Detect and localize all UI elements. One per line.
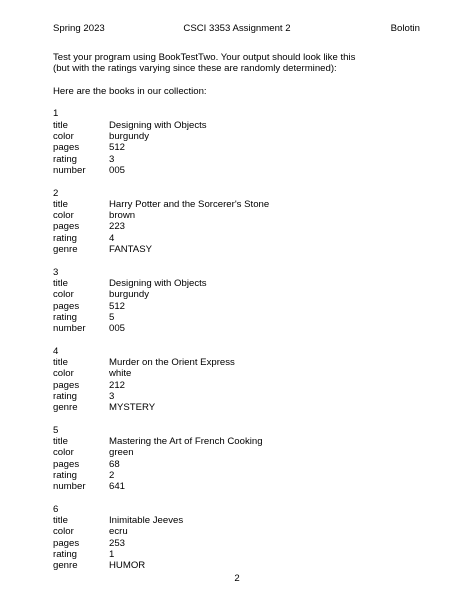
field-label: genre xyxy=(53,402,78,414)
field-value: MYSTERY xyxy=(109,402,156,414)
field-label: genre xyxy=(53,560,78,572)
field-value: 3 xyxy=(109,153,115,165)
field-label: genre xyxy=(53,244,78,256)
field-value: HUMOR xyxy=(109,560,146,572)
book-field-row xyxy=(53,154,433,165)
field-value: 68 xyxy=(109,458,120,470)
book-entry xyxy=(53,504,433,572)
book-field-row xyxy=(53,323,433,334)
field-value: 2 xyxy=(109,469,115,481)
field-label: rating xyxy=(53,153,77,165)
field-value: green xyxy=(109,447,134,459)
field-value: 4 xyxy=(109,232,115,244)
book-field-row xyxy=(53,526,433,537)
field-label: color xyxy=(53,526,74,538)
field-value: Inimitable Jeeves xyxy=(109,515,184,527)
book-entry xyxy=(53,346,433,414)
book-field-row xyxy=(53,447,433,458)
field-value: 512 xyxy=(109,142,126,154)
book-field-row xyxy=(53,199,433,210)
field-value: 212 xyxy=(109,379,126,391)
book-entry xyxy=(53,425,433,493)
field-value: burgundy xyxy=(109,289,150,301)
book-field-row xyxy=(53,391,433,402)
book-field-row xyxy=(53,233,433,244)
intro-line-2: (but with the ratings varying since these are randomly determined): xyxy=(53,63,337,75)
field-label: rating xyxy=(53,390,77,402)
field-label: pages xyxy=(53,221,80,233)
book-field-row xyxy=(53,301,433,312)
book-index: 3 xyxy=(53,266,59,278)
field-value: Designing with Objects xyxy=(109,119,207,131)
page-number: 2 xyxy=(234,573,240,584)
book-field-row xyxy=(53,312,433,323)
book-field-row xyxy=(53,470,433,481)
field-label: color xyxy=(53,210,74,222)
field-value: 223 xyxy=(109,221,126,233)
book-field-row xyxy=(53,560,433,571)
field-value: 253 xyxy=(109,537,126,549)
field-label: color xyxy=(53,447,74,459)
field-label: title xyxy=(53,515,68,527)
field-value: Designing with Objects xyxy=(109,277,207,289)
field-value: Mastering the Art of French Cooking xyxy=(109,436,263,448)
header-author: Bolotin xyxy=(390,23,420,34)
field-value: 1 xyxy=(109,549,115,561)
field-value: 641 xyxy=(109,481,126,493)
book-entry xyxy=(53,267,433,335)
book-list xyxy=(53,108,433,571)
field-label: color xyxy=(53,368,74,380)
book-field-row xyxy=(53,221,433,232)
field-label: pages xyxy=(53,142,80,154)
header-course-title: CSCI 3353 Assignment 2 xyxy=(183,23,291,34)
field-value: white xyxy=(109,368,132,380)
field-label: rating xyxy=(53,232,77,244)
field-value: 5 xyxy=(109,311,115,323)
page-header xyxy=(0,23,474,35)
book-index: 4 xyxy=(53,345,59,357)
book-field-row xyxy=(53,120,433,131)
book-field-row xyxy=(53,368,433,379)
field-label: pages xyxy=(53,537,80,549)
book-field-row xyxy=(53,538,433,549)
document-body xyxy=(53,52,433,572)
spacer xyxy=(53,97,433,108)
field-label: title xyxy=(53,119,68,131)
field-label: pages xyxy=(53,379,80,391)
field-value: brown xyxy=(109,210,136,222)
field-value: 3 xyxy=(109,390,115,402)
field-label: number xyxy=(53,164,86,176)
book-field-row xyxy=(53,436,433,447)
book-field-row xyxy=(53,402,433,413)
field-label: color xyxy=(53,289,74,301)
book-field-row xyxy=(53,515,433,526)
field-value: 005 xyxy=(109,323,126,335)
book-field-row xyxy=(53,165,433,176)
field-label: pages xyxy=(53,300,80,312)
field-label: title xyxy=(53,198,68,210)
book-field-row xyxy=(53,481,433,492)
field-value: Harry Potter and the Sorcerer's Stone xyxy=(109,198,270,210)
field-label: number xyxy=(53,481,86,493)
field-label: title xyxy=(53,357,68,369)
book-field-row xyxy=(53,142,433,153)
book-field-row xyxy=(53,278,433,289)
field-label: title xyxy=(53,277,68,289)
field-value: burgundy xyxy=(109,131,150,143)
header-term: Spring 2023 xyxy=(53,23,105,34)
field-label: title xyxy=(53,436,68,448)
field-value: 005 xyxy=(109,164,126,176)
field-label: rating xyxy=(53,549,77,561)
field-value: ecru xyxy=(109,526,128,538)
book-index: 1 xyxy=(53,108,59,120)
spacer xyxy=(53,75,433,86)
book-index: 2 xyxy=(53,187,59,199)
field-value: FANTASY xyxy=(109,244,153,256)
book-index: 6 xyxy=(53,503,59,515)
book-field-row xyxy=(53,380,433,391)
book-entry xyxy=(53,108,433,176)
collection-heading: Here are the books in our collection: xyxy=(53,85,207,97)
book-field-row xyxy=(53,357,433,368)
book-index: 5 xyxy=(53,424,59,436)
book-field-row xyxy=(53,210,433,221)
book-field-row xyxy=(53,459,433,470)
field-label: rating xyxy=(53,469,77,481)
book-field-row xyxy=(53,549,433,560)
field-value: Murder on the Orient Express xyxy=(109,357,235,369)
book-field-row xyxy=(53,289,433,300)
book-field-row xyxy=(53,244,433,255)
book-entry xyxy=(53,188,433,256)
field-value: 512 xyxy=(109,300,126,312)
intro-line-1: Test your program using BookTestTwo. Your output should look like this xyxy=(53,52,356,63)
book-field-row xyxy=(53,131,433,142)
field-label: number xyxy=(53,323,86,335)
field-label: rating xyxy=(53,311,77,323)
field-label: color xyxy=(53,131,74,143)
field-label: pages xyxy=(53,458,80,470)
